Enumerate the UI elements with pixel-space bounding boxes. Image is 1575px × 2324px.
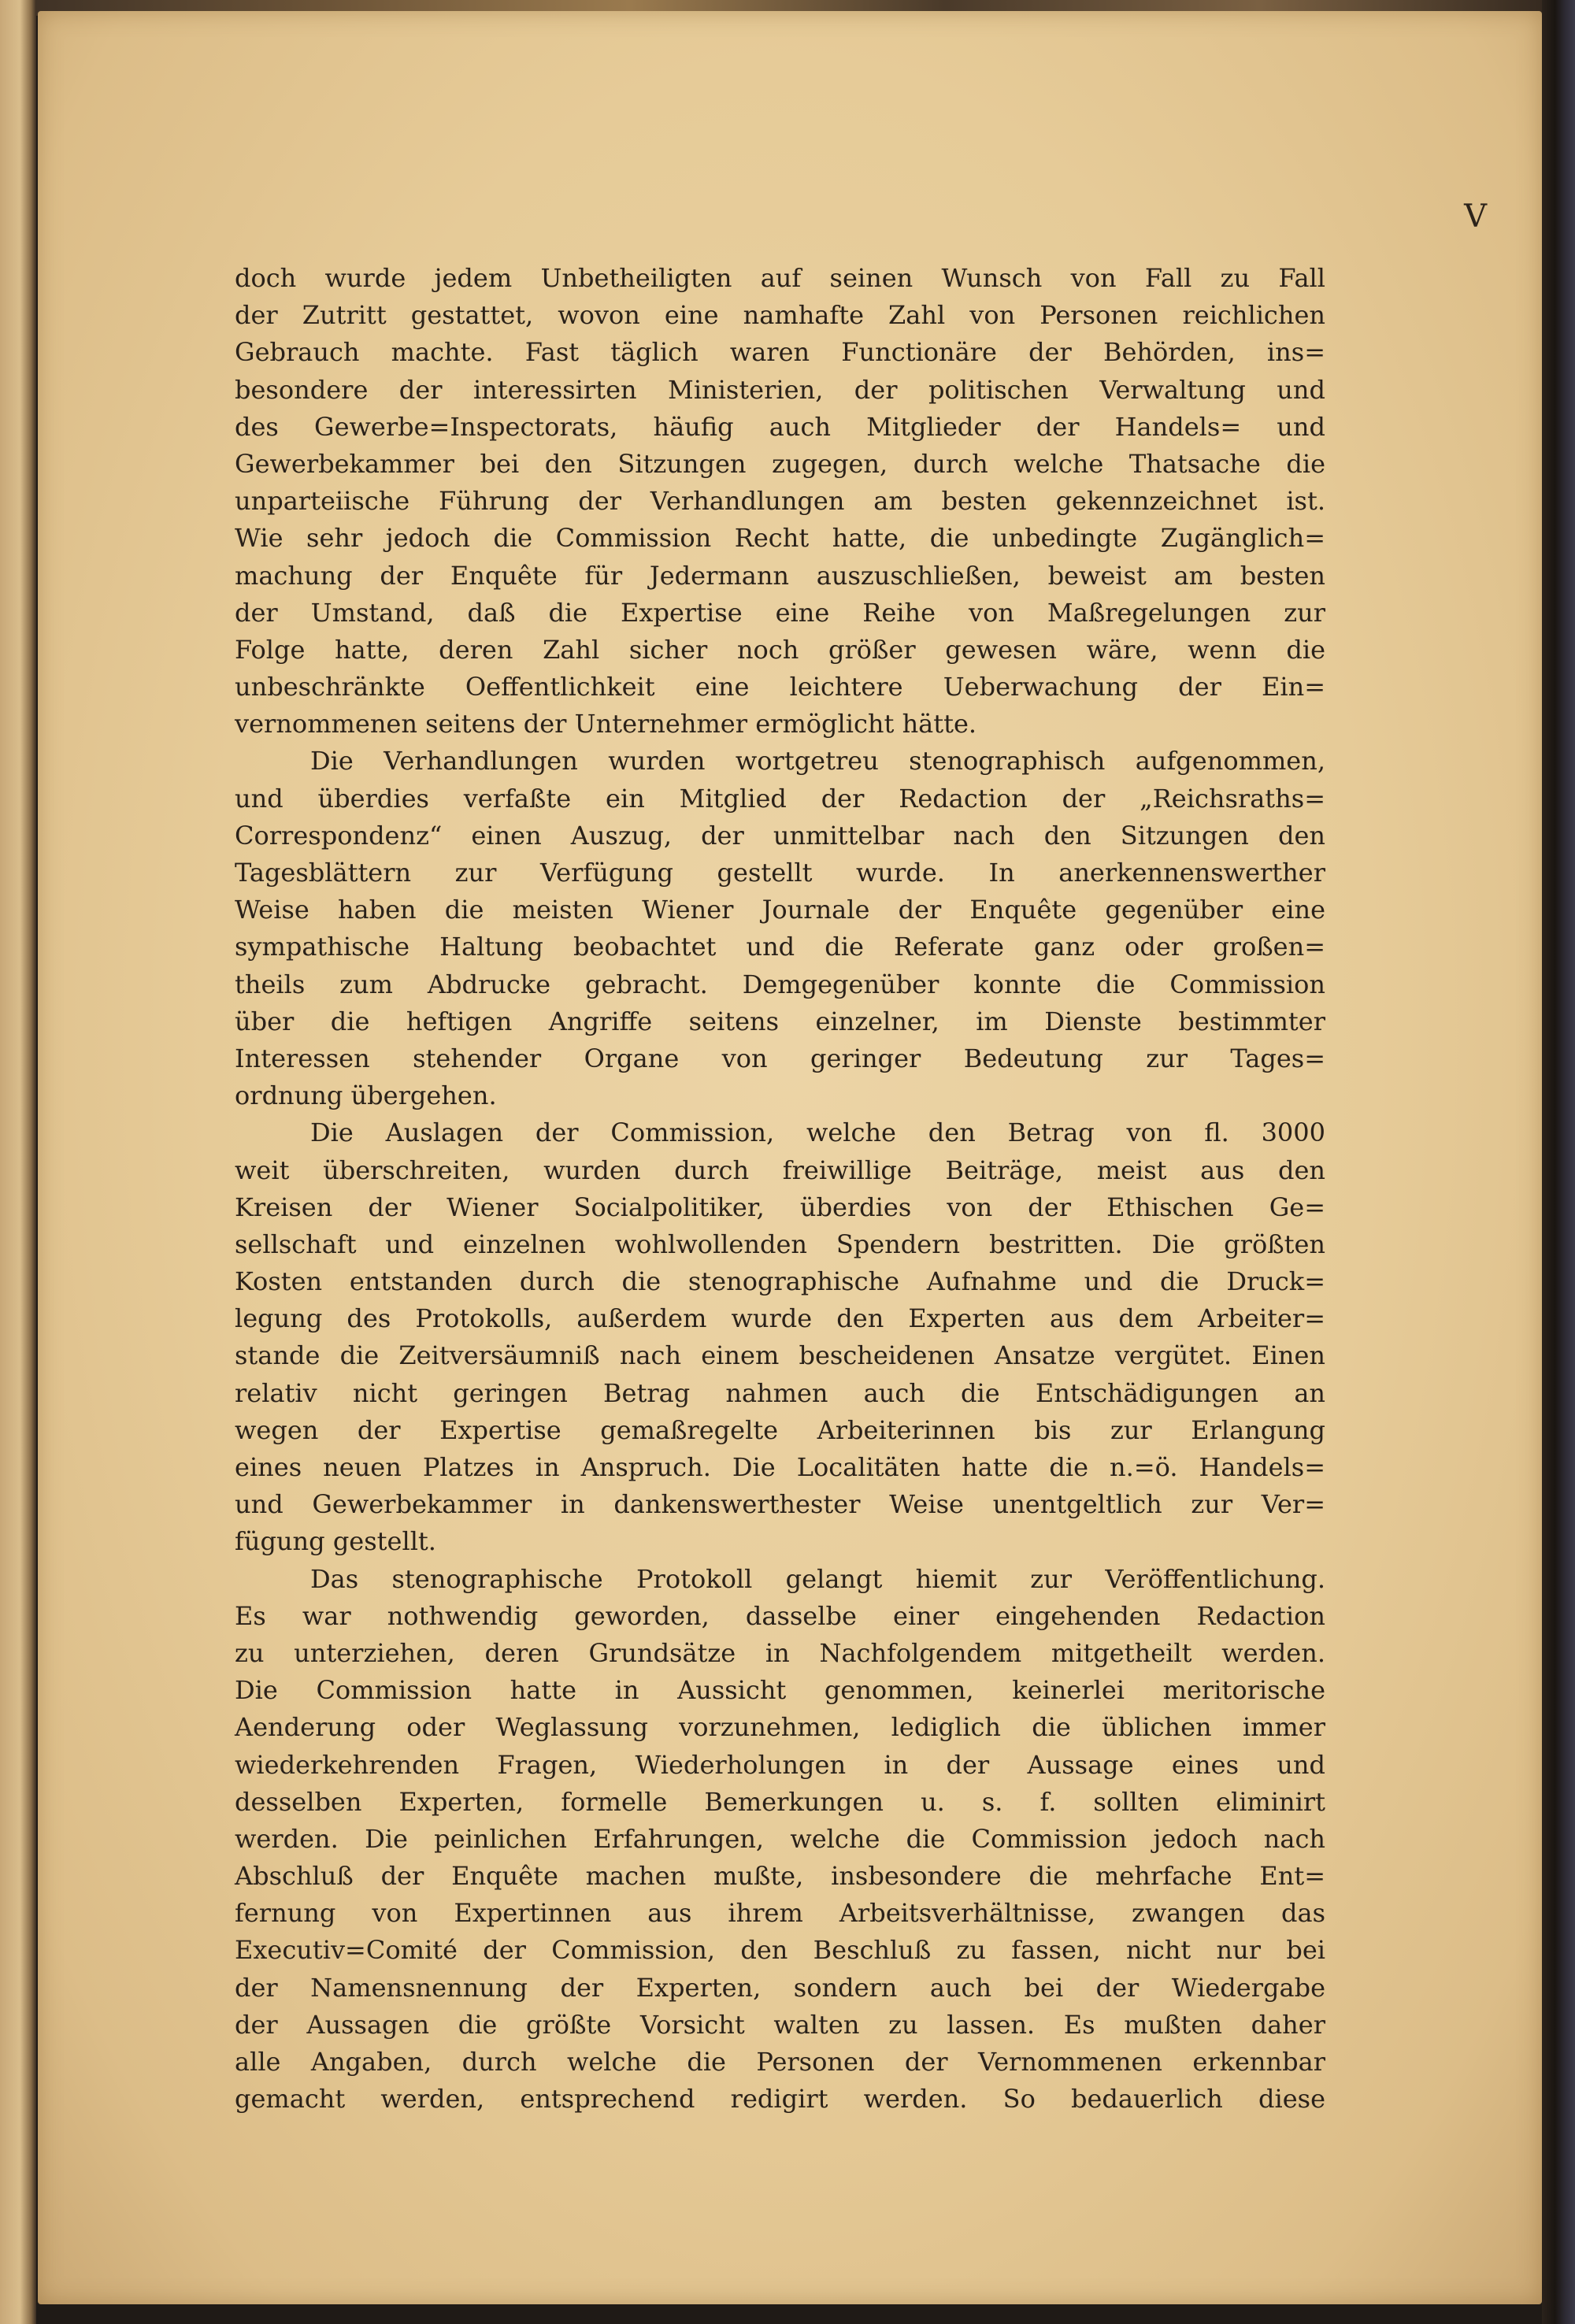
paragraph xyxy=(235,743,1325,1114)
paragraph xyxy=(235,1561,1325,2118)
text-line: Executiv=Comité der Commission, den Beschluß zu fassen, nicht nur bei xyxy=(235,1935,1325,1966)
text-line: und überdies verfaßte ein Mitglied der Redaction der „Reichsraths= xyxy=(235,783,1325,814)
page-number: V xyxy=(1464,198,1487,235)
text-line: Die Verhandlungen wurden wortgetreu stenographisch aufgenommen, xyxy=(310,746,1325,777)
text-line: fernung von Expertinnen aus ihrem Arbeitsverhältnisse, zwangen das xyxy=(235,1898,1325,1929)
text-line: Kosten entstanden durch die stenographische Aufnahme und die Druck= xyxy=(235,1266,1325,1297)
text-line: Wie sehr jedoch die Commission Recht hatte, die unbedingte Zugänglich= xyxy=(235,523,1325,554)
text-line: unparteiische Führung der Verhandlungen am besten gekennzeichnet ist. xyxy=(235,486,1325,517)
text-line: zu unterziehen, deren Grundsätze in Nachfolgendem mitgetheilt werden. xyxy=(235,1637,1325,1668)
text-line: machung der Enquête für Jedermann auszuschließen, beweist am besten xyxy=(235,560,1325,591)
text-line: der Umstand, daß die Expertise eine Reihe von Maßregelungen zur xyxy=(235,597,1325,628)
text-line: doch wurde jedem Unbetheiligten auf seinen Wunsch von Fall zu Fall xyxy=(235,263,1325,293)
book-cover-edge xyxy=(1542,0,1575,2324)
text-line: Folge hatte, deren Zahl sicher noch größer gewesen wäre, wenn die xyxy=(235,634,1325,665)
text-line: Gewerbekammer bei den Sitzungen zugegen, durch welche Thatsache die xyxy=(235,448,1325,479)
text-line: unbeschränkte Oeffentlichkeit eine leichtere Ueberwachung der Ein= xyxy=(235,672,1325,702)
text-line: der Aussagen die größte Vorsicht walten zu lassen. Es mußten daher xyxy=(235,2009,1325,2040)
text-line: stande die Zeitversäumniß nach einem bescheidenen Ansatze vergütet. Einen xyxy=(235,1340,1325,1371)
text-line: Tagesblättern zur Verfügung gestellt wurde. In anerkennenswerther xyxy=(235,858,1325,888)
paragraph xyxy=(235,260,1325,743)
text-line: sellschaft und einzelnen wohlwollenden Spendern bestritten. Die größten xyxy=(235,1229,1325,1259)
text-line: theils zum Abdrucke gebracht. Demgegenüber konnte die Commission xyxy=(235,969,1325,999)
text-line: werden. Die peinlichen Erfahrungen, welche die Commission jedoch nach xyxy=(235,1823,1325,1854)
text-line: Interessen stehender Organe von geringer Bedeutung zur Tages= xyxy=(235,1043,1325,1073)
text-line: wegen der Expertise gemaßregelte Arbeiterinnen bis zur Erlangung xyxy=(235,1414,1325,1445)
text-line: sympathische Haltung beobachtet und die Referate ganz oder großen= xyxy=(235,932,1325,962)
text-line: des Gewerbe=Inspectorats, häufig auch Mitglieder der Handels= und xyxy=(235,411,1325,442)
text-line: legung des Protokolls, außerdem wurde den Experten aus dem Arbeiter= xyxy=(235,1303,1325,1334)
text-line: Es war nothwendig geworden, dasselbe einer eingehenden Redaction xyxy=(235,1600,1325,1631)
text-line: Die Auslagen der Commission, welche den Betrag von fl. 3000 xyxy=(310,1118,1325,1148)
text-line: Weise haben die meisten Wiener Journale der Enquête gegenüber eine xyxy=(235,895,1325,925)
text-line: relativ nicht geringen Betrag nahmen auch die Entschädigungen an xyxy=(235,1377,1325,1408)
text-line: Abschluß der Enquête machen mußte, insbesondere die mehrfache Ent= xyxy=(235,1861,1325,1892)
text-line: wiederkehrenden Fragen, Wiederholungen in der Aussage eines und xyxy=(235,1749,1325,1780)
text-line: eines neuen Platzes in Anspruch. Die Localitäten hatte die n.=ö. Handels= xyxy=(235,1452,1325,1482)
book-page xyxy=(38,11,1542,2304)
text-line: Gebrauch machte. Fast täglich waren Functionäre der Behörden, ins= xyxy=(235,337,1325,368)
text-line: Aenderung oder Weglassung vorzunehmen, lediglich die üblichen immer xyxy=(235,1712,1325,1743)
text-line: Die Commission hatte in Aussicht genommen, keinerlei meritorische xyxy=(235,1675,1325,1706)
text-line: gemacht werden, entsprechend redigirt werden. So bedauerlich diese xyxy=(235,2084,1325,2115)
text-line: fügung gestellt. xyxy=(235,1526,436,1557)
text-line: vernommenen seitens der Unternehmer ermöglicht hätte. xyxy=(235,709,977,739)
text-line: Kreisen der Wiener Socialpolitiker, überdies von der Ethischen Ge= xyxy=(235,1192,1325,1222)
text-line: und Gewerbekammer in dankenswerthester Weise unentgeltlich zur Ver= xyxy=(235,1489,1325,1520)
text-line: desselben Experten, formelle Bemerkungen u. s. f. sollten eliminirt xyxy=(235,1786,1325,1817)
text-line: weit überschreiten, wurden durch freiwillige Beiträge, meist aus den xyxy=(235,1155,1325,1185)
paragraph xyxy=(235,1114,1325,1560)
text-line: Das stenographische Protokoll gelangt hiemit zur Veröffentlichung. xyxy=(310,1563,1325,1594)
text-line: alle Angaben, durch welche die Personen der Vernommenen erkennbar xyxy=(235,2047,1325,2077)
facing-page-edge xyxy=(0,0,36,2324)
text-line: der Namensnennung der Experten, sondern auch bei der Wiedergabe xyxy=(235,1972,1325,2003)
text-line: Correspondenz“ einen Auszug, der unmittelbar nach den Sitzungen den xyxy=(235,820,1325,851)
text-line: ordnung übergehen. xyxy=(235,1080,497,1111)
text-line: der Zutritt gestattet, wovon eine namhafte Zahl von Personen reichlichen xyxy=(235,300,1325,331)
text-line: über die heftigen Angriffe seitens einzelner, im Dienste bestimmter xyxy=(235,1006,1325,1036)
page-text xyxy=(235,260,1325,2118)
text-line: besondere der interessirten Ministerien, der politischen Verwaltung und xyxy=(235,374,1325,405)
